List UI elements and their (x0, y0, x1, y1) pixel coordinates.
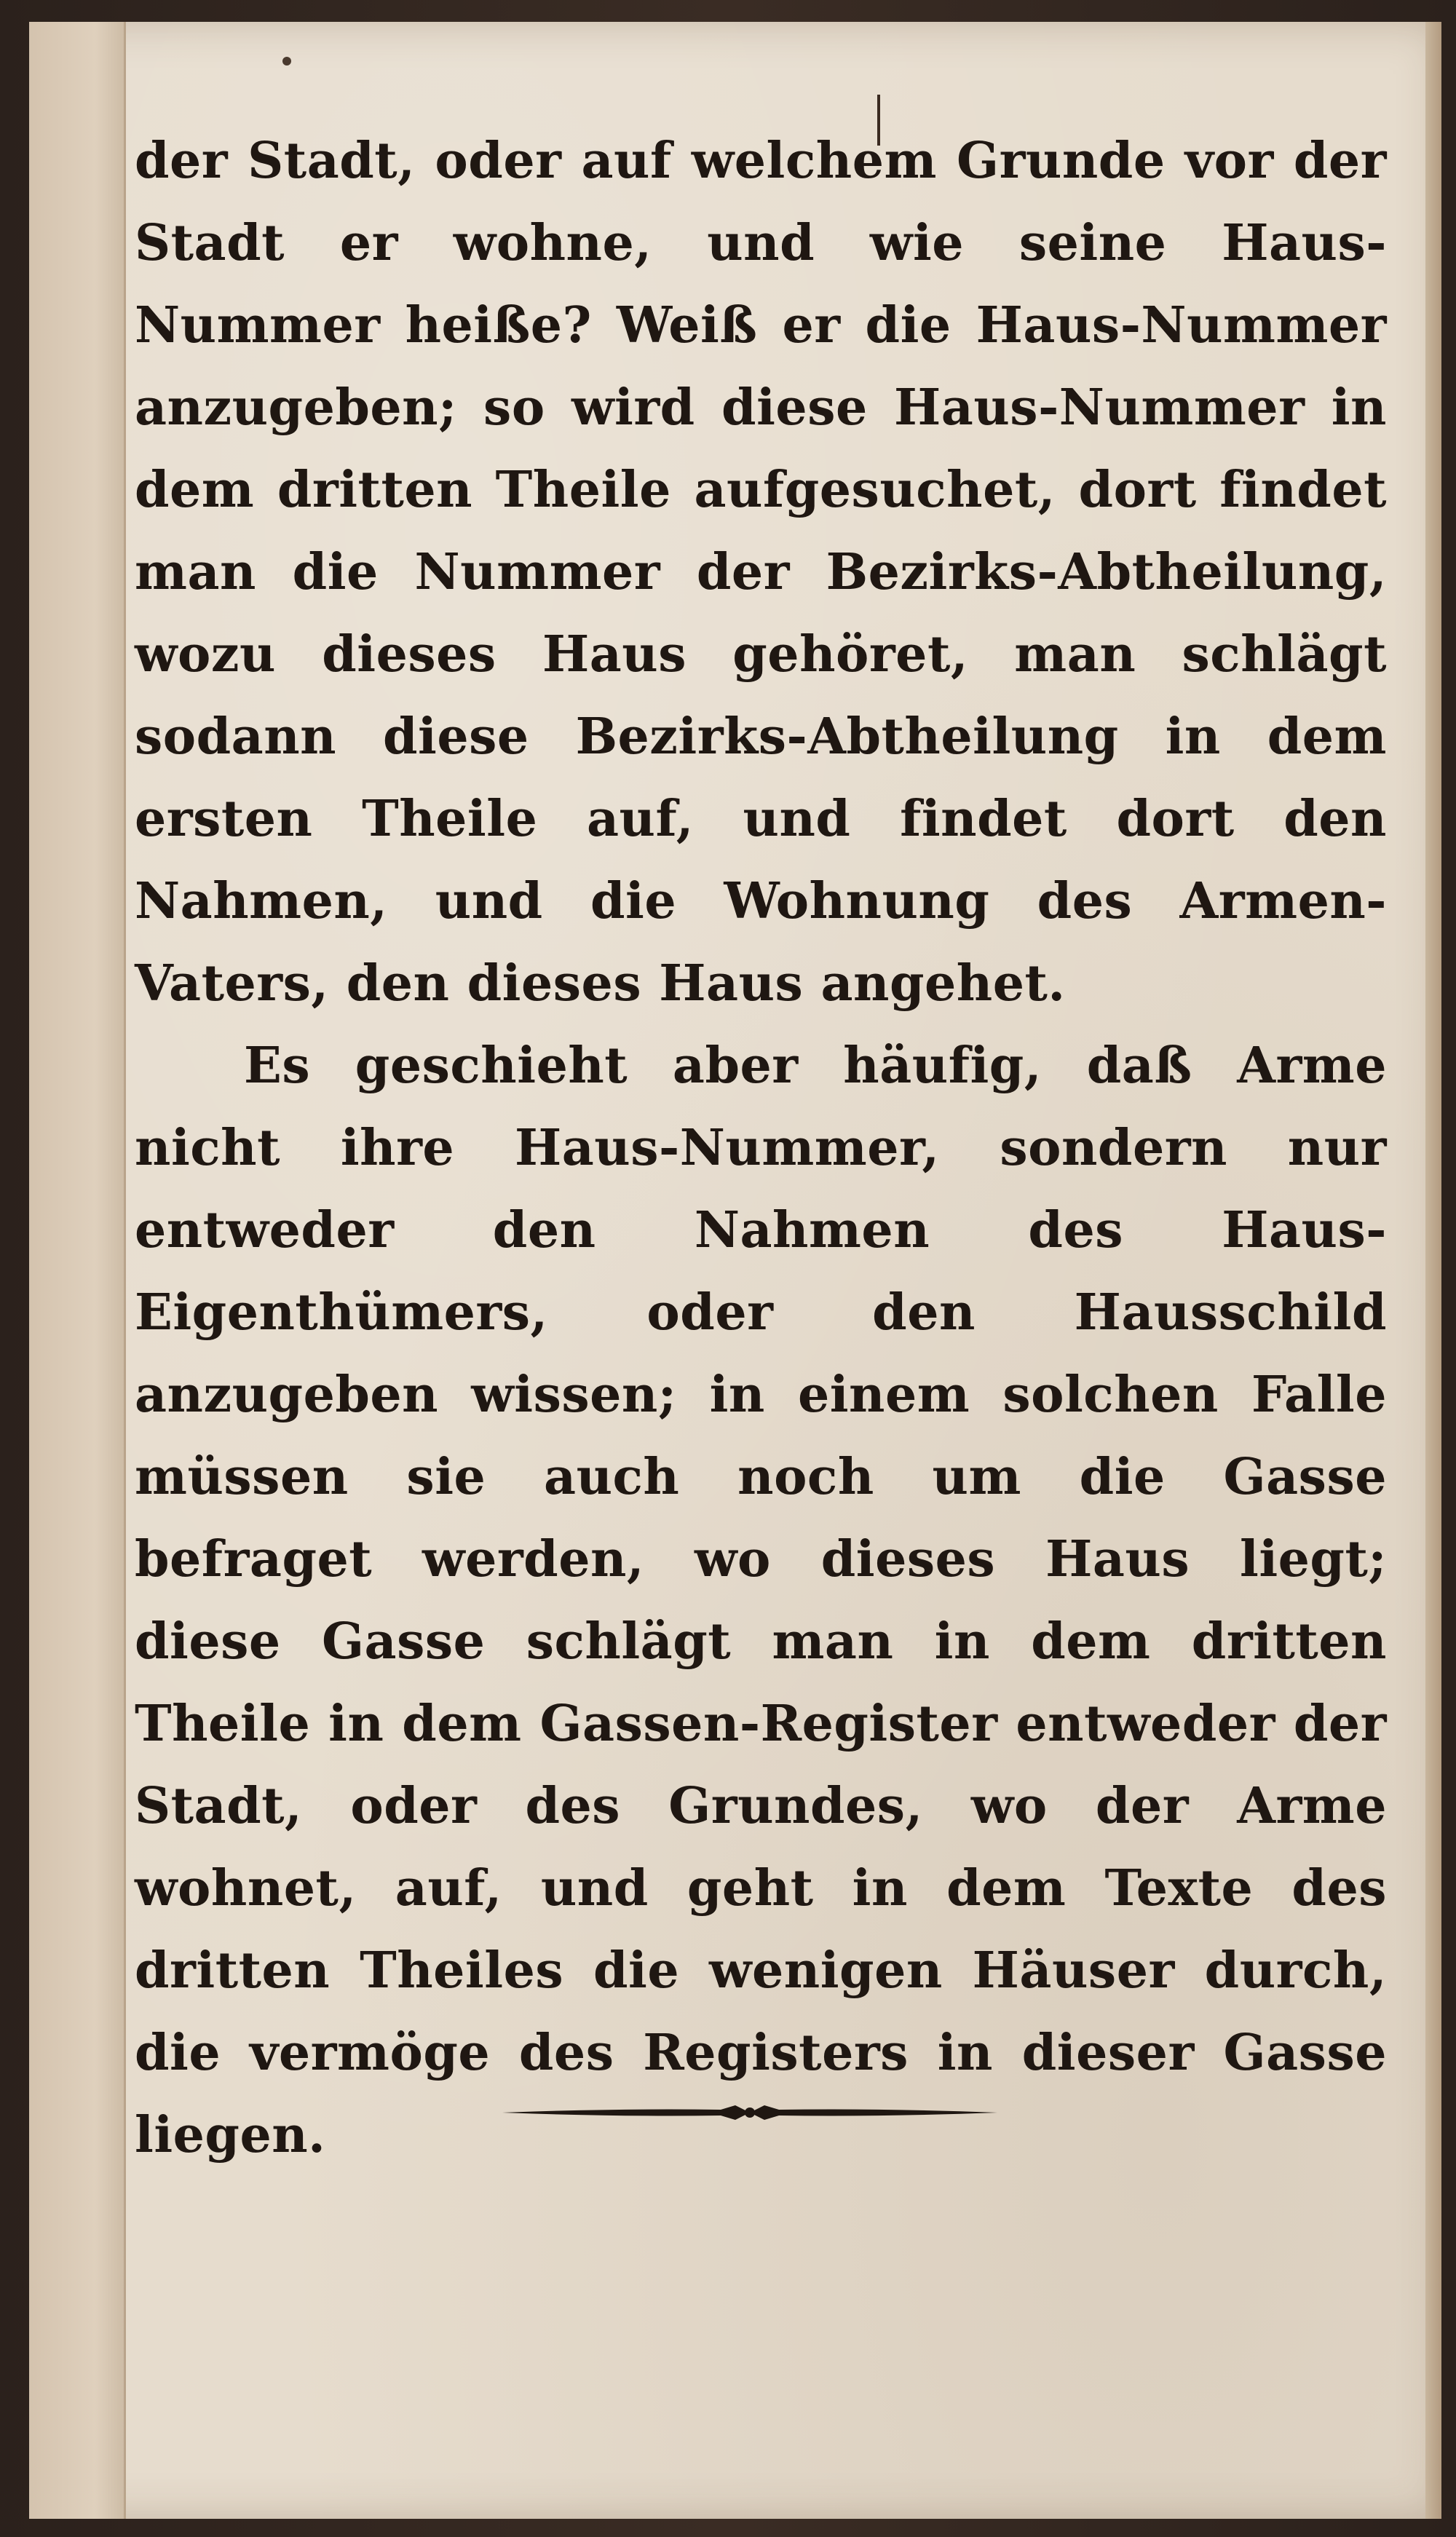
paragraph-2: Es geschieht aber häufig, daß Arme nicht ihre Haus-Nummer, sondern nur entweder den Nahmen des Haus-Eigenthümers, oder den Hausschild anzugeben wissen; in einem solchen Falle müssen sie auch noch um die Gasse befraget werden, wo dieses Haus liegt; diese Gasse schlägt man in dem dritten Theile in dem Gassen-Register entweder der Stadt, oder des Grundes, wo der Arme wohnet, auf, und geht in dem Texte des dritten Theiles die wenigen Häuser durch, die vermöge des Registers in dieser Gasse liegen. (135, 1037, 1387, 2164)
ink-speck (282, 57, 291, 66)
decorative-rule-icon (502, 2098, 997, 2127)
paragraph-1: der Stadt, oder auf welchem Grunde vor der Stadt er wohne, und wie seine Haus-Nummer heiße? Weiß er die Haus-Nummer anzugeben; so wird diese Haus-Nummer in dem dritten Theile aufgesuchet, dort findet man die Nummer der Bezirks-Abtheilung, wozu dieses Haus gehöret, man schlägt sodann diese Bezirks-Abtheilung in dem ersten Theile auf, und findet dort den Nahmen, und die Wohnung des Armen-Vaters, den dieses Haus angehet. (135, 132, 1387, 1013)
page-edge (1425, 22, 1441, 2519)
binding-margin (29, 22, 126, 2519)
text-block (135, 120, 1387, 2177)
